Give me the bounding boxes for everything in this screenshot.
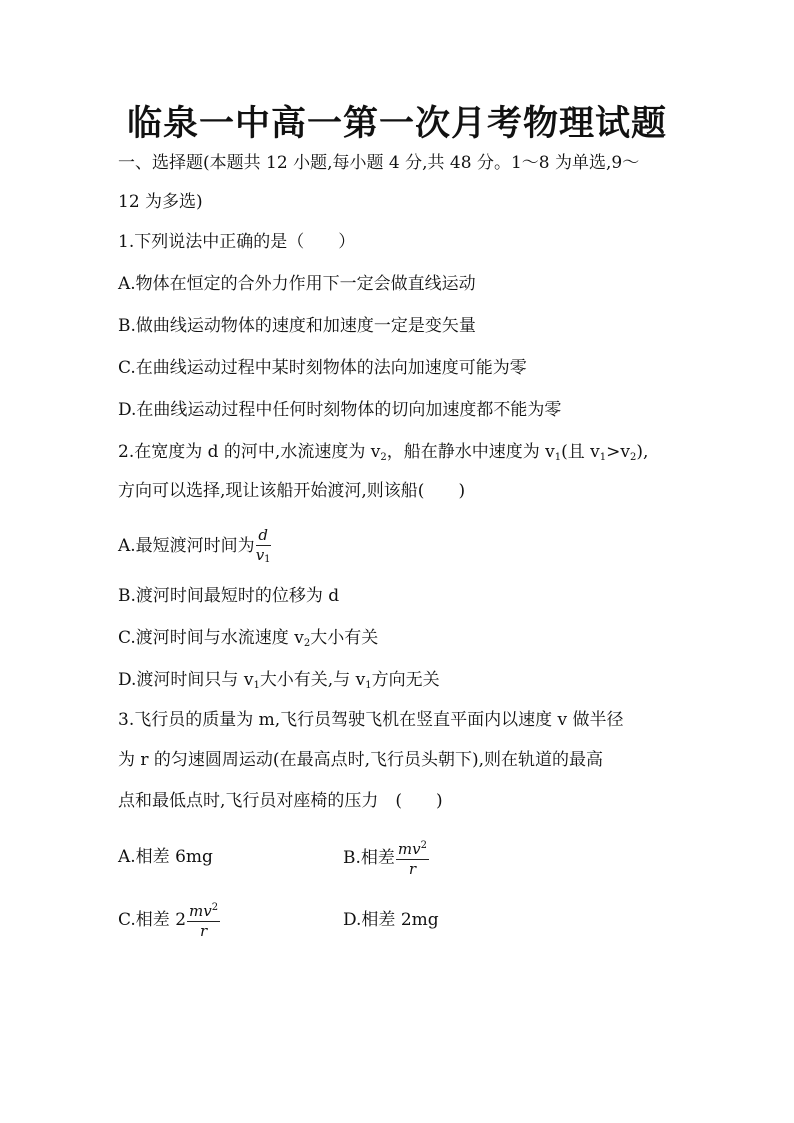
- q2-stem-line-1: [118, 440, 708, 470]
- subscript: 1: [599, 452, 607, 463]
- subscript: 2: [303, 638, 311, 649]
- fraction-denominator-var: v: [255, 546, 265, 564]
- fraction: [187, 903, 220, 939]
- q3-option-c-text: C.相差 2: [118, 910, 187, 930]
- q2-option-a: [118, 524, 708, 568]
- q3-option-b: [343, 836, 643, 880]
- q2-stem-text: >v: [606, 442, 630, 462]
- fraction: [396, 841, 429, 877]
- q1-option-a: A.物体在恒定的合外力作用下一定会做直线运动: [118, 274, 476, 294]
- q2-option-d: [118, 668, 708, 698]
- fraction-denominator: [256, 546, 271, 565]
- fraction-denominator: r: [408, 859, 417, 878]
- subscript: 1: [253, 680, 260, 691]
- fraction-numerator: d: [256, 528, 271, 546]
- section-header-line-2: 12 为多选): [118, 192, 203, 212]
- q3-stem-line-3: 点和最低点时,飞行员对座椅的压力 ( ): [118, 791, 443, 811]
- q3-option-d: D.相差 2mg: [343, 910, 439, 930]
- q1-option-b: B.做曲线运动物体的速度和加速度一定是变矢量: [118, 316, 476, 336]
- q1-option-c: C.在曲线运动过程中某时刻物体的法向加速度可能为零: [118, 358, 527, 378]
- subscript: 1: [264, 554, 271, 565]
- q1-option-d: D.在曲线运动过程中任何时刻物体的切向加速度都不能为零: [118, 400, 562, 420]
- q2-option-c-text: 大小有关: [310, 628, 379, 648]
- q2-option-d-text: D.渡河时间只与 v: [118, 670, 254, 690]
- q3-option-c: [118, 898, 338, 942]
- fraction-denominator: r: [199, 921, 208, 940]
- q3-option-b-text: B.相差: [343, 848, 395, 868]
- q3-stem-line-1: 3.飞行员的质量为 m,飞行员驾驶飞机在竖直平面内以速度 v 做半径: [118, 710, 624, 730]
- superscript: 2: [420, 839, 427, 851]
- subscript: 2: [629, 452, 637, 463]
- q2-option-a-text: A.最短渡河时间为: [118, 536, 255, 556]
- q3-stem-line-2: 为 r 的匀速圆周运动(在最高点时,飞行员头朝下),则在轨道的最高: [118, 750, 604, 770]
- subscript: 2: [380, 452, 387, 463]
- fraction-numerator: [187, 903, 220, 922]
- section-header-line-1: 一、选择题(本题共 12 小题,每小题 4 分,共 48 分。1～8 为单选,9～: [118, 153, 640, 173]
- subscript: 1: [554, 452, 562, 463]
- fraction-numerator-var: mv: [397, 839, 421, 858]
- q2-stem-text: (且 v: [561, 442, 600, 462]
- superscript: 2: [211, 901, 219, 913]
- q2-option-c-text: C.渡河时间与水流速度 v: [118, 628, 304, 648]
- q2-stem-text: ，船在静水中速度为 v: [386, 442, 555, 462]
- q2-option-b: B.渡河时间最短时的位移为 d: [118, 586, 340, 606]
- q3-option-a: A.相差 6mg: [118, 847, 213, 867]
- fraction: [256, 528, 271, 565]
- subscript: 1: [365, 680, 372, 691]
- q2-stem-text: 2.在宽度为 d 的河中,水流速度为 v: [118, 442, 381, 462]
- q2-option-c: [118, 626, 708, 656]
- fraction-numerator-var: mv: [189, 901, 212, 920]
- fraction-numerator: [396, 841, 429, 860]
- q1-stem: 1.下列说法中正确的是（ ）: [118, 232, 356, 252]
- q2-stem-line-2: 方向可以选择,现让该船开始渡河,则该船( ): [118, 481, 466, 501]
- q2-stem-text: ),: [636, 442, 649, 462]
- q2-option-d-text: 方向无关: [371, 670, 440, 690]
- q2-option-d-text: 大小有关,与 v: [259, 670, 366, 690]
- page-title: 临泉一中高一第一次月考物理试题: [126, 104, 667, 144]
